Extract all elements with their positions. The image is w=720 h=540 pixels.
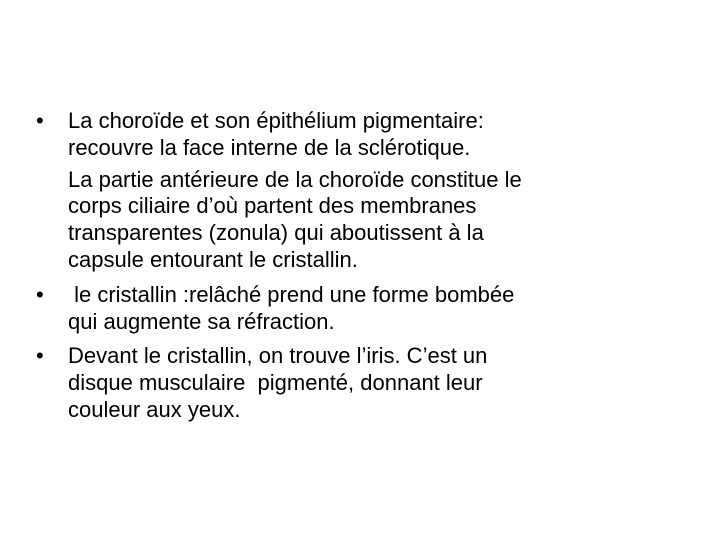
text-line: recouvre la face interne de la sclérotique. [68, 134, 471, 160]
text-line: qui augmente sa réfraction. [68, 308, 335, 334]
text-line: disque musculaire pigmenté, donnant leur [68, 370, 483, 396]
text-line: capsule entourant le cristallin. [68, 246, 358, 272]
bullet-item-cristallin [36, 282, 676, 336]
text-line: corps ciliaire d’où partent des membranes [68, 193, 477, 219]
text-line: transparentes (zonula) qui aboutissent à la [68, 220, 484, 246]
text-line: La choroïde et son épithélium pigmentaire: [68, 108, 484, 133]
bullet-dot: • [36, 108, 44, 133]
text-line: couleur aux yeux. [68, 396, 241, 422]
bullet-list [36, 108, 676, 424]
bullet-item-iris [36, 343, 676, 423]
text-line: La partie antérieure de la choroïde constitue le [68, 166, 522, 192]
text-line: le cristallin :relâché prend une forme bombée [68, 281, 515, 307]
bullet-item-choroide [36, 108, 676, 274]
text-line: Devant le cristallin, on trouve l’iris. C’est un [68, 343, 488, 369]
bullet-dot: • [36, 281, 44, 307]
bullet-dot: • [36, 343, 44, 369]
